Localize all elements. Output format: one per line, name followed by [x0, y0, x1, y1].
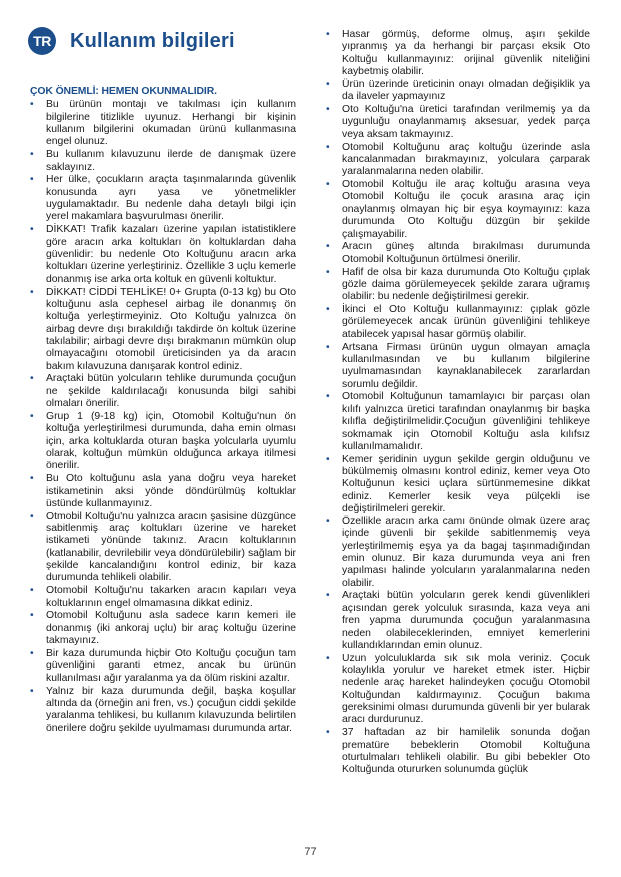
list-item: • Otomobil Koltuğu ile araç koltuğu arasına veya Otomobil Koltuğu ile çocuk arasına araç için onaylanmış olmayan hiç bir eşya koymayınız: kaza durumunda Oto Koltuğu düzgün bir şekilde çalışmayabilir.	[326, 179, 590, 241]
list-item: • Otomobil Koltuğunu araç koltuğu üzerinde asla kancalanmadan bırakmayınız, yolculara çarparak yaralanmalarına neden olabilir.	[326, 142, 590, 179]
list-item: • Otomobil Koltuğu'nu takarken aracın kapıları veya koltuklarının engel olmamasına dikkat ediniz.	[30, 585, 296, 610]
section-header	[28, 27, 235, 55]
list-item: • Araçtaki bütün yolcuların gerek kendi güvenlikleri açısından gerek yolculuk sırasında, kaza veya ani fren yapma durumunda çocuğun yaralanmasına neden olabileceklerinden, emniyet kemerlerini kullandıklarından emin olunuz.	[326, 590, 590, 652]
right-bullet-list	[326, 29, 590, 777]
list-item: • Bu Oto koltuğunu asla yana doğru veya hareket istikametinin aksi yönde döndürülmüş koltuklar üstünde kullanmayınız.	[30, 473, 296, 510]
list-item: • Yalnız bir kaza durumunda değil, başka koşullar altında da (örneğin ani fren, vs.) çocuğun ciddi şekilde yaralanma tehlikesi, bu kullanım kılavuzunda belirtilen önerilere doğru şekilde uyulmaması durumunda artar.	[30, 686, 296, 735]
list-item: • DİKKAT! CİDDİ TEHLİKE! 0+ Grupta (0-13 kg) bu Oto koltuğunu asla cephesel airbag ile donanmış ön koltuğa yerleştirmeyiniz. Oto Koltuğu yalnızca ön airbag devre dışı bırakıldığı takdirde ön koltuk üzerine takılabilir; airbagi devre dışı bırakmanın mümkün olup olmayacağını otomobil üreticisinden ya da aracın bakım kılavuzuna danışarak kontrol ediniz.	[30, 287, 296, 373]
right-column	[326, 29, 590, 777]
list-item: • 37 haftadan az bir hamilelik sonunda doğan prematüre bebeklerin Otomobil Koltuğuna oturtulmaları tehlikeli olabilir. Bu gibi bebekler Oto Koltuğunda otururken solunumda güçlük	[326, 727, 590, 776]
warning-heading: ÇOK ÖNEMLİ: HEMEN OKUNMALIDIR.	[30, 86, 217, 97]
list-item: • DİKKAT! Trafik kazaları üzerine yapılan istatistiklere göre aracın arka koltukları ön koltuklardan daha güvenlidir: bu nedenle Oto Koltuğunu aracın arka koltukları üzerine yerleştiriniz. Özellikle 3 uçlu kemerle donanmış ise arka orta koltuk en güvenli koltuktur.	[30, 224, 296, 286]
list-item: • Aracın güneş altında bırakılması durumunda Otomobil Koltuğunun örtülmesi önerilir.	[326, 241, 590, 266]
list-item: • Her ülke, çocukların araçta taşınmalarında güvenlik konusunda ayrı yasa ve yönetmelikler uygulamaktadır. Bu nedenle daha detaylı bilgi için yerel makamlara başvurulması önerilir.	[30, 174, 296, 223]
list-item: • Uzun yolculuklarda sık sık mola veriniz. Çocuk kolaylıkla yorulur ve hareket etmek ister. Hiçbir nedenle araç hareket halindeyken çocuğu Otomobil Koltuğundan kaldırmayınız. Çocuğun bakıma gereksinimi olması durumunda güvenli bir yer bularak aracı durdurunuz.	[326, 653, 590, 727]
list-item: • Hafif de olsa bir kaza durumunda Oto Koltuğu çıplak gözle daima görülemeyecek şekilde zarara uğramış olabilir: bu nedenle değiştirilmesi gerekir.	[326, 267, 590, 304]
list-item: • Bu kullanım kılavuzunu ilerde de danışmak üzere saklayınız.	[30, 149, 296, 174]
list-item: • Oto Koltuğu'na üretici tarafından verilmemiş ya da uygunluğu onaylanmamış aksesuar, yedek parça veya aksam takmayınız.	[326, 104, 590, 141]
language-badge: TR	[28, 27, 56, 55]
list-item: • Bu ürünün montajı ve takılması için kullanım bilgilerine titizlikle uyunuz. Herhangi bir kişinin kullanım bilgilerini okumadan ürünü kullanmasına engel olunuz.	[30, 99, 296, 148]
left-bullet-list	[30, 99, 296, 735]
list-item: • Bir kaza durumunda hiçbir Oto Koltuğu çocuğun tam güvenliğini garanti etmez, ancak bu ürünün kullanılması ağır yaralanma ya da ölüm riskini azaltır.	[30, 648, 296, 685]
list-item: • Hasar görmüş, deforme olmuş, aşırı şekilde yıpranmış ya da herhangi bir parçası eksik Oto Koltuğu kullanmayınız: orijinal güvenlik niteliğini kaybetmiş olabilir.	[326, 29, 590, 78]
list-item: • Özellikle aracın arka camı önünde olmak üzere araç içinde güvenli bir şekilde sabitlenmemiş veya yerleştirilmemiş eşya ya da bagaj taşınmadığından emin olunuz. Bir kaza durumunda veya ani fren yapılması halinde yolcuların yaralanmalarına neden olabilir.	[326, 516, 590, 590]
page-title: Kullanım bilgileri	[70, 29, 235, 52]
list-item: • Ürün üzerinde üreticinin onayı olmadan değişiklik ya da ilaveler yapmayınız	[326, 79, 590, 104]
left-column	[30, 86, 296, 735]
list-item: • Grup 1 (9-18 kg) için, Otomobil Koltuğu'nun ön koltuğa yerleştirilmesi durumunda, daha emin olması için, arka koltuklarda oturan başka yolcularla uyumlu olarak, koltuğun mümkün olduğunca arkaya itilmesi önerilir.	[30, 411, 296, 473]
list-item: • Otmobil Koltuğu'nu yalnızca aracın şasisine düzgünce sabitlenmiş araç koltukları üzerine ve hareket istikameti yönünde takınız. Aracın koltuklarının (katlanabilir, devrilebilir veya döndürülebilir) sağlam bir şekilde kancalandığını kontrol ediniz, bir kaza durumunda tehlikeli olabilir.	[30, 511, 296, 585]
page-number: 77	[304, 846, 317, 858]
list-item: • Otomobil Koltuğunun tamamlayıcı bir parçası olan kılıfı yalnızca üretici tarafından onaylanmış bir başka kılıfla değiştirilmelidir.Çocuğun güvenliğini tehlikeye sokmamak için Otomobil Koltuğu asla kılıfsız kullanılmamalıdır.	[326, 391, 590, 453]
list-item: • İkinci el Oto Koltuğu kullanmayınız: çıplak gözle görülemeyecek ancak ürünün güvenliğini tehlikeye atabilecek yapısal hasar görmüş olabilir.	[326, 304, 590, 341]
list-item: • Araçtaki bütün yolcuların tehlike durumunda çocuğun ne şekilde kaldırılacağı konusunda bilgi sahibi olmaları önerilir.	[30, 373, 296, 410]
list-item: • Artsana Firması ürünün uygun olmayan amaçla kullanılmasından ve bu kullanım bilgilerine uyulmamasından kaynaklanabilecek zararlardan sorumlu değildir.	[326, 342, 590, 391]
list-item: • Otomobil Koltuğunu asla sadece karın kemeri ile donanmış (iki ankoraj uçlu) bir araç koltuğu üzerine takmayınız.	[30, 610, 296, 647]
list-item: • Kemer şeridinin uygun şekilde gergin olduğunu ve bükülmemiş olmasını kontrol ediniz, kemer veya Oto Koltuğunun kesici uçlara sürtünmemesine dikkat ediniz. Kemerler kesik veya pülçekli ise değiştirilmeleri gerekir.	[326, 454, 590, 516]
